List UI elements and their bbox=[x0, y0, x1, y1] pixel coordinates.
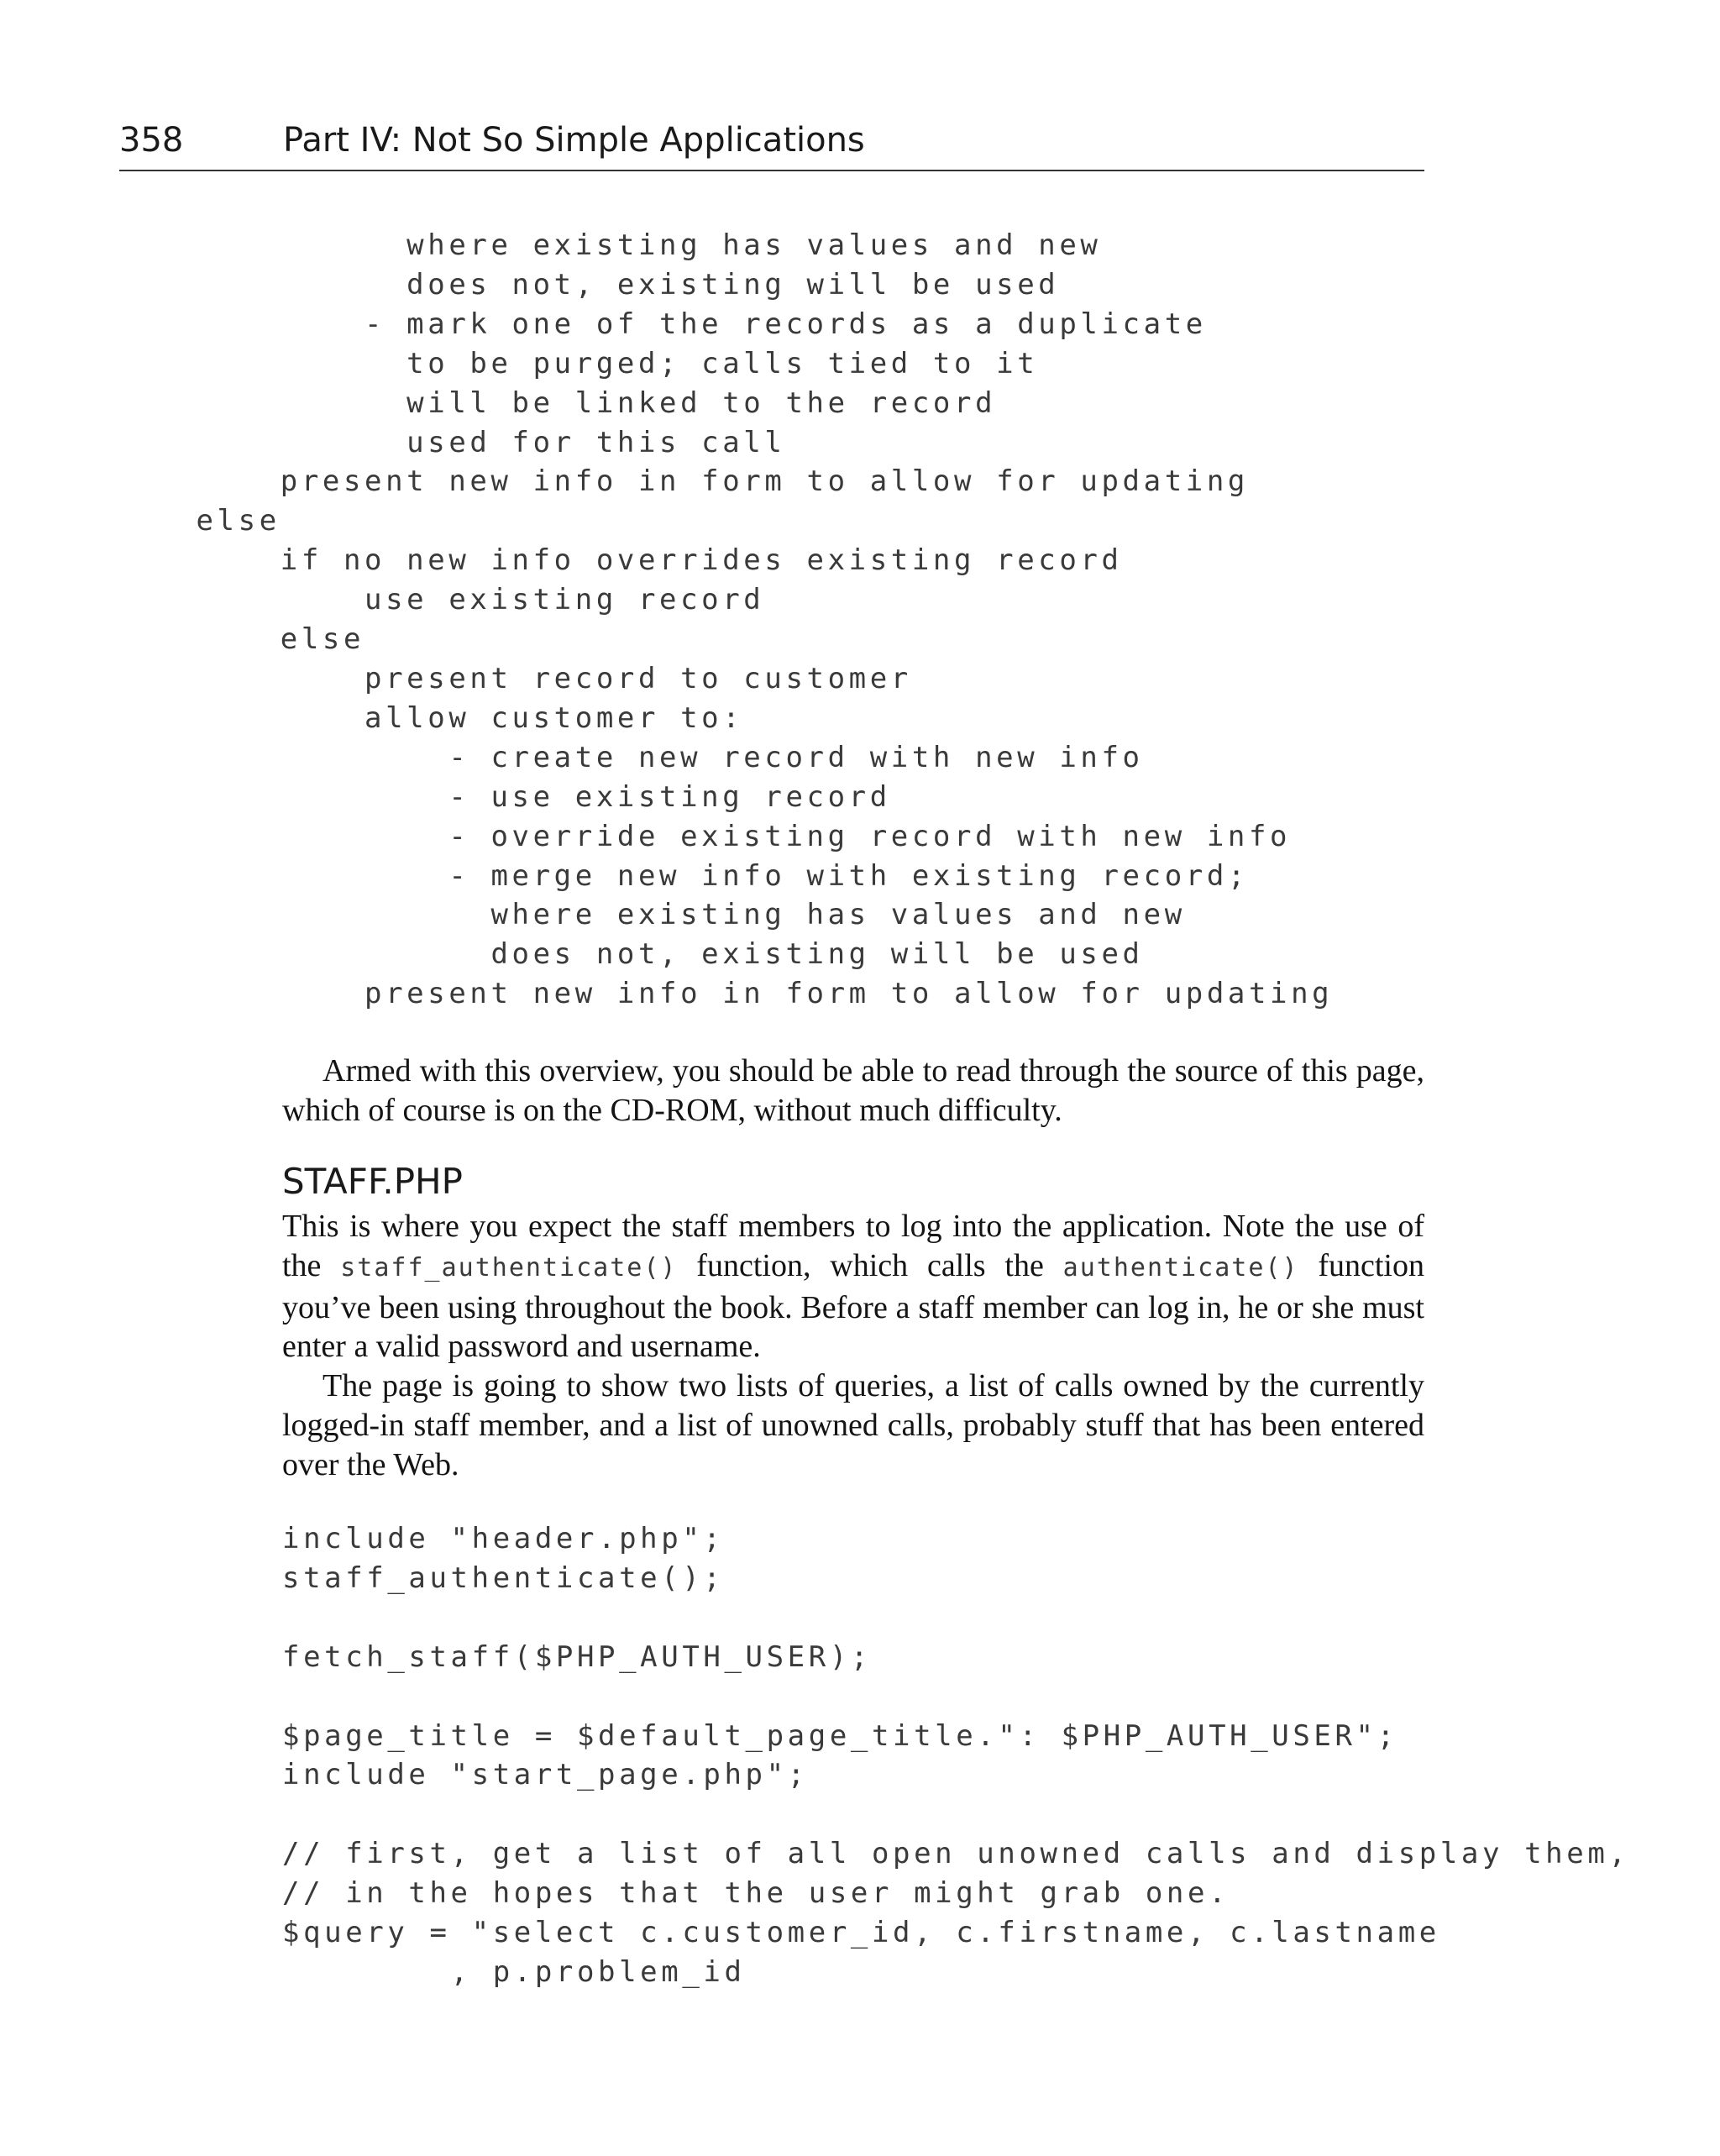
overview-text bbox=[282, 1052, 1424, 1130]
part-title: Part IV: Not So Simple Applications bbox=[283, 121, 865, 160]
section-paragraph-2: The page is going to show two lists of queries, a list of calls owned by the currently logged-in staff member, and a list of unowned calls, probably stuff that has been entered over the Web. bbox=[282, 1368, 1424, 1482]
paragraph-text: function you’ve been using throughout the book. Before a staff member can log in, he or she must enter a valid password and username. bbox=[282, 1247, 1424, 1365]
pseudocode-block: where existing has values and new does not, existing will be used - mark one of the records as a duplicate to be purged; calls tied to it will be linked to the record used for this call present new info in form to allow for updating else if no new info overrides existing record use existing record else present record to customer allow customer to: - create new record with new info - use existing record - override existing record with new info - merge new info with existing record; where existing has values and new does not, existing will be used present new info in form to allow for updating bbox=[196, 228, 1334, 1011]
php-code-block: include "header.php"; staff_authenticate(); fetch_staff($PHP_AUTH_USER); $page_title = $default_page_title.": $PHP_AUTH_USER"; include "start_page.php"; // first, get a list of all open unowned calls and display them, // in the hopes that the user might grab one. $query = "select c.customer_id, c.firstname, c.lastname , p.problem_id bbox=[282, 1522, 1630, 1989]
section-heading: STAFF.PHP bbox=[282, 1161, 463, 1202]
paragraph-text: This is where you expect the staff members to log into the application. Note the use of the bbox=[282, 1209, 1424, 1283]
paragraph-text: function, which calls the bbox=[677, 1247, 1063, 1283]
overview-paragraph: Armed with this overview, you should be able to read through the source of this page, which of course is on the CD-ROM, without much difficulty. bbox=[282, 1053, 1424, 1128]
inline-code-authenticate: authenticate() bbox=[1062, 1252, 1299, 1283]
section-paragraph-1 bbox=[282, 1207, 1424, 1367]
running-header bbox=[119, 118, 1424, 171]
page-number: 358 bbox=[119, 121, 184, 160]
inline-code-staff-authenticate: staff_authenticate() bbox=[340, 1252, 678, 1283]
section-body bbox=[282, 1207, 1424, 1485]
